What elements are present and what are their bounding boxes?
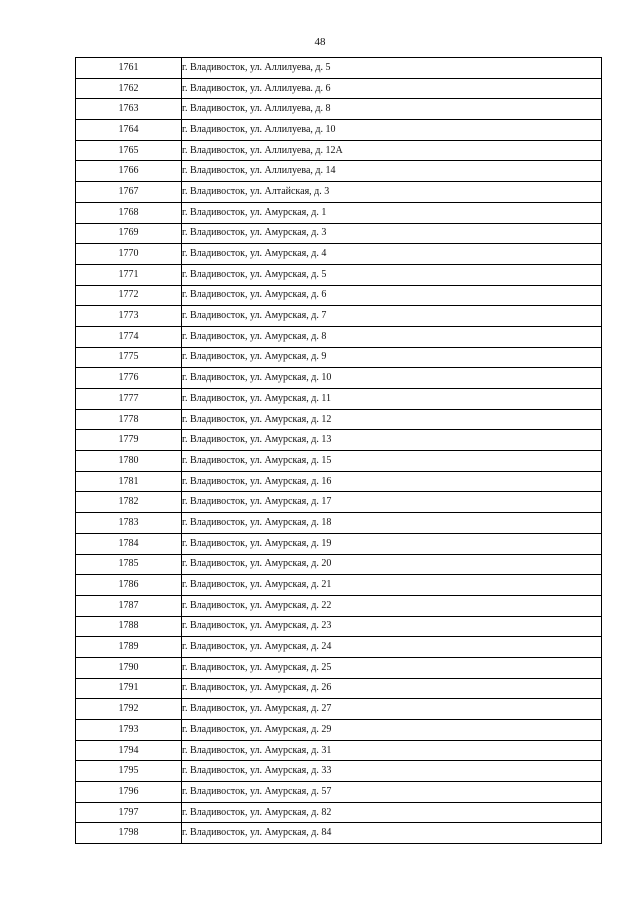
row-number-cell: 1761 — [76, 58, 182, 79]
table-row — [76, 182, 602, 203]
row-number-cell: 1766 — [76, 161, 182, 182]
row-number-cell: 1774 — [76, 326, 182, 347]
address-cell: г. Владивосток, ул. Амурская, д. 18 — [182, 513, 602, 534]
row-number-cell: 1767 — [76, 182, 182, 203]
address-cell: г. Владивосток, ул. Амурская, д. 8 — [182, 326, 602, 347]
table-row — [76, 264, 602, 285]
table-row — [76, 347, 602, 368]
table-row — [76, 223, 602, 244]
table-row — [76, 699, 602, 720]
address-cell: г. Владивосток, ул. Амурская, д. 25 — [182, 657, 602, 678]
row-number-cell: 1790 — [76, 657, 182, 678]
address-cell: г. Владивосток, ул. Амурская, д. 16 — [182, 471, 602, 492]
address-cell: г. Владивосток, ул. Амурская, д. 20 — [182, 554, 602, 575]
address-cell: г. Владивосток, ул. Амурская, д. 9 — [182, 347, 602, 368]
row-number-cell: 1769 — [76, 223, 182, 244]
row-number-cell: 1783 — [76, 513, 182, 534]
table-row — [76, 575, 602, 596]
table-row — [76, 409, 602, 430]
row-number-cell: 1787 — [76, 595, 182, 616]
page-number: 48 — [314, 36, 326, 48]
table-row — [76, 471, 602, 492]
address-cell: г. Владивосток, ул. Аллилуева, д. 14 — [182, 161, 602, 182]
address-cell: г. Владивосток, ул. Аллилуева. д. 6 — [182, 78, 602, 99]
row-number-cell: 1768 — [76, 202, 182, 223]
address-cell: г. Владивосток, ул. Амурская, д. 31 — [182, 740, 602, 761]
address-cell: г. Владивосток, ул. Аллилуева, д. 12А — [182, 140, 602, 161]
address-cell: г. Владивосток, ул. Амурская, д. 15 — [182, 451, 602, 472]
table-row — [76, 513, 602, 534]
address-cell: г. Владивосток, ул. Аллилуева, д. 5 — [182, 58, 602, 79]
row-number-cell: 1786 — [76, 575, 182, 596]
row-number-cell: 1770 — [76, 244, 182, 265]
address-cell: г. Владивосток, ул. Аллилуева, д. 10 — [182, 120, 602, 141]
table-row — [76, 678, 602, 699]
row-number-cell: 1772 — [76, 285, 182, 306]
table-row — [76, 389, 602, 410]
address-cell: г. Владивосток, ул. Амурская, д. 26 — [182, 678, 602, 699]
address-cell: г. Владивосток, ул. Амурская, д. 5 — [182, 264, 602, 285]
address-cell: г. Владивосток, ул. Амурская, д. 27 — [182, 699, 602, 720]
row-number-cell: 1782 — [76, 492, 182, 513]
address-cell: г. Владивосток, ул. Амурская, д. 24 — [182, 637, 602, 658]
table-row — [76, 161, 602, 182]
table-row — [76, 326, 602, 347]
row-number-cell: 1794 — [76, 740, 182, 761]
row-number-cell: 1793 — [76, 720, 182, 741]
table-row — [76, 823, 602, 844]
table-row — [76, 306, 602, 327]
address-cell: г. Владивосток, ул. Амурская, д. 82 — [182, 802, 602, 823]
address-cell: г. Владивосток, ул. Амурская, д. 84 — [182, 823, 602, 844]
row-number-cell: 1785 — [76, 554, 182, 575]
row-number-cell: 1765 — [76, 140, 182, 161]
table-row — [76, 616, 602, 637]
address-cell: г. Владивосток, ул. Амурская, д. 21 — [182, 575, 602, 596]
row-number-cell: 1795 — [76, 761, 182, 782]
table-row — [76, 802, 602, 823]
address-cell: г. Владивосток, ул. Амурская, д. 10 — [182, 368, 602, 389]
row-number-cell: 1791 — [76, 678, 182, 699]
table-row — [76, 202, 602, 223]
table-row — [76, 492, 602, 513]
table-row — [76, 140, 602, 161]
table-row — [76, 451, 602, 472]
address-cell: г. Владивосток, ул. Амурская, д. 11 — [182, 389, 602, 410]
row-number-cell: 1777 — [76, 389, 182, 410]
row-number-cell: 1784 — [76, 533, 182, 554]
address-cell: г. Владивосток, ул. Амурская, д. 3 — [182, 223, 602, 244]
table-row — [76, 120, 602, 141]
row-number-cell: 1781 — [76, 471, 182, 492]
table-row — [76, 244, 602, 265]
address-cell: г. Владивосток, ул. Амурская, д. 12 — [182, 409, 602, 430]
address-cell: г. Владивосток, ул. Амурская, д. 57 — [182, 782, 602, 803]
table-row — [76, 430, 602, 451]
row-number-cell: 1771 — [76, 264, 182, 285]
row-number-cell: 1776 — [76, 368, 182, 389]
table-row — [76, 285, 602, 306]
address-cell: г. Владивосток, ул. Алтайская, д. 3 — [182, 182, 602, 203]
row-number-cell: 1789 — [76, 637, 182, 658]
address-table-body — [76, 58, 602, 844]
address-cell: г. Владивосток, ул. Амурская, д. 7 — [182, 306, 602, 327]
table-row — [76, 78, 602, 99]
table-row — [76, 782, 602, 803]
row-number-cell: 1792 — [76, 699, 182, 720]
row-number-cell: 1763 — [76, 99, 182, 120]
address-cell: г. Владивосток, ул. Амурская, д. 13 — [182, 430, 602, 451]
row-number-cell: 1778 — [76, 409, 182, 430]
table-row — [76, 637, 602, 658]
row-number-cell: 1788 — [76, 616, 182, 637]
row-number-cell: 1775 — [76, 347, 182, 368]
table-row — [76, 533, 602, 554]
row-number-cell: 1797 — [76, 802, 182, 823]
table-row — [76, 368, 602, 389]
row-number-cell: 1780 — [76, 451, 182, 472]
row-number-cell: 1764 — [76, 120, 182, 141]
row-number-cell: 1796 — [76, 782, 182, 803]
row-number-cell: 1762 — [76, 78, 182, 99]
address-cell: г. Владивосток, ул. Амурская, д. 29 — [182, 720, 602, 741]
row-number-cell: 1773 — [76, 306, 182, 327]
row-number-cell: 1779 — [76, 430, 182, 451]
table-row — [76, 761, 602, 782]
address-table — [75, 57, 602, 844]
address-cell: г. Владивосток, ул. Амурская, д. 23 — [182, 616, 602, 637]
address-cell: г. Владивосток, ул. Амурская, д. 4 — [182, 244, 602, 265]
row-number-cell: 1798 — [76, 823, 182, 844]
table-row — [76, 58, 602, 79]
address-cell: г. Владивосток, ул. Амурская, д. 1 — [182, 202, 602, 223]
address-cell: г. Владивосток, ул. Амурская, д. 17 — [182, 492, 602, 513]
table-row — [76, 720, 602, 741]
table-row — [76, 595, 602, 616]
address-cell: г. Владивосток, ул. Амурская, д. 33 — [182, 761, 602, 782]
table-row — [76, 554, 602, 575]
address-cell: г. Владивосток, ул. Амурская, д. 19 — [182, 533, 602, 554]
address-cell: г. Владивосток, ул. Амурская, д. 22 — [182, 595, 602, 616]
table-row — [76, 99, 602, 120]
table-row — [76, 657, 602, 678]
table-row — [76, 740, 602, 761]
address-cell: г. Владивосток, ул. Аллилуева, д. 8 — [182, 99, 602, 120]
address-cell: г. Владивосток, ул. Амурская, д. 6 — [182, 285, 602, 306]
